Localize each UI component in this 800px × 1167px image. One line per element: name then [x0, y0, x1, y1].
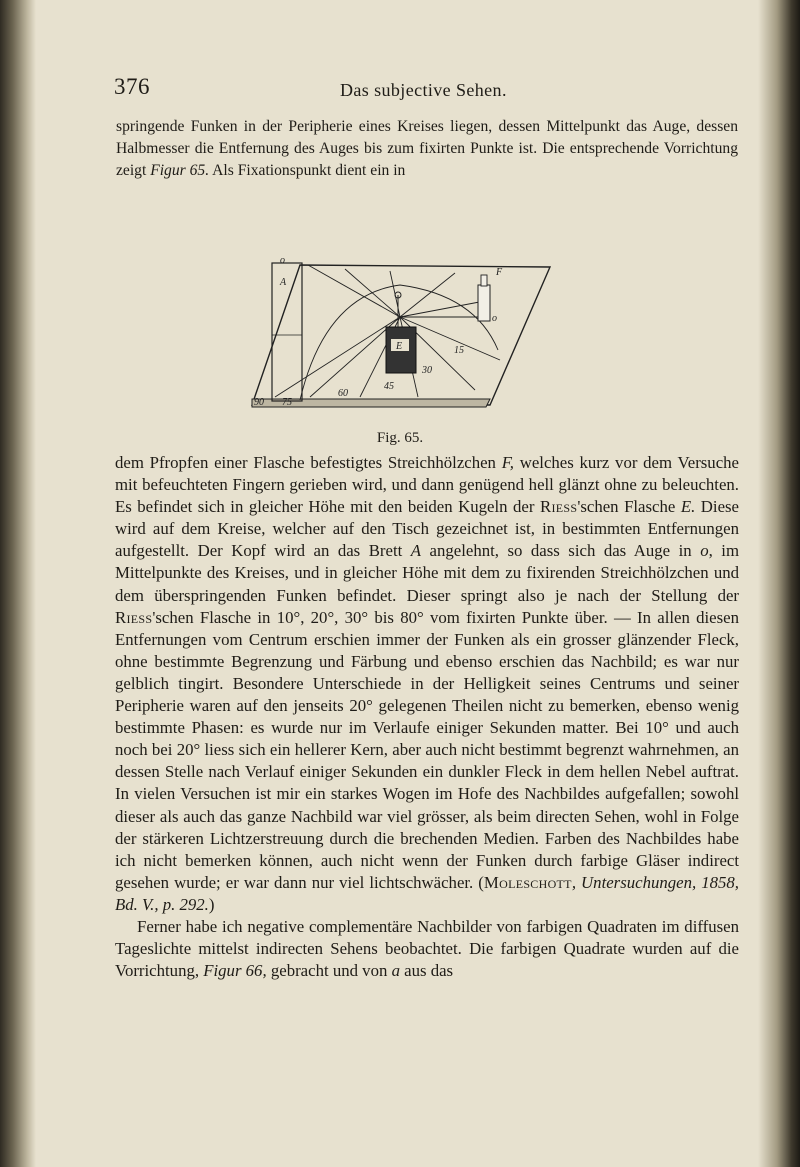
text-run: aus das — [399, 961, 454, 981]
label-90: 90 — [254, 397, 264, 408]
label-45: 45 — [384, 381, 394, 392]
left-binding-shadow — [0, 0, 36, 1167]
text-run: 'schen Flasche in 10°, 20°, 30° bis 80° vom fixirten Punkte über. — In allen diesen Entfernungen vom Centrum erschien immer der Funken als ein grosser glänzender Fleck, ohne bestimmte Begrenzung und Färbung und ebenso erschien das Nachbild; es war nur gelblich tingirt. Besondere Unterschiede in der Helligkeit seines Centrums und seiner Peripherie waren auf den jenseits 20° gelegenen Theilen nicht zu bemerken, ebenso wenig bestimmte Phasen: es wurde nur im Verlaufe einiger Sekunden matter. Bei 10° und auch noch bei 20° liess sich ein hellerer Kern, aber auch nicht bestimmt begrenzt wahrnehmen, an dessen Stelle nach Verlauf einiger Sekunden ein dunkler Fleck in dem hellen Nebel auftrat. In vielen Versuchen ist mir ein starkes Wogen im Hofe des Nachbildes aufgefallen; sowohl dieser als auch das ganze Nachbild war viel grösser, als beim directen Sehen, wohl in Folge der stärkeren Lichtzerstreuung durch die brechenden Medien. Farben des Nachbildes habe ich nicht bemerken können, auch nicht wenn der Funken durch farbige Gläser indirect gesehen wurde; er war dann nur viel lichtschwächer. ( — [115, 607, 739, 892]
intro-text-2: Als Fixationspunkt dient ein in — [209, 162, 406, 179]
page-number: 376 — [114, 74, 150, 99]
label-o-right: o — [492, 313, 497, 324]
running-head — [114, 74, 734, 110]
intro-text-1: springende Funken in der Peripherie eines Kreises liegen, dessen Mittelpunkt das Auge, dessen Halbmesser die Entfernung des Auges bis zum fixirten Punkte ist. Die entsprechende Vorrichtung zeigt — [116, 118, 738, 179]
bottle-neck — [481, 275, 487, 286]
text-run: , im Mittelpunkte des Kreises, und in gleicher Höhe mit dem zu fixirenden Streichhölzchen und dem überspringenden Funken befindet. Dieser springt also je nach der Stellung der — [115, 541, 740, 605]
label-75: 75 — [282, 397, 292, 408]
paragraph-1 — [115, 452, 739, 916]
text-run: ) — [208, 894, 215, 914]
label-o-top: o — [280, 255, 285, 266]
running-title: Das subjective Sehen. — [340, 80, 507, 100]
figure-caption: Fig. 65. — [376, 430, 424, 446]
author-riess: Riess — [115, 607, 153, 627]
symbol-a-small: a — [391, 961, 400, 981]
paragraph-2 — [115, 916, 739, 982]
label-f: F — [496, 267, 503, 278]
intro-paragraph — [116, 116, 738, 182]
symbol-a: A — [410, 541, 422, 561]
figure-65 — [250, 255, 560, 421]
text-run: welches kurz vor dem Versuche mit befeuchteten Fingern gerieben wird, und dann genügend hell glänzt ohne zu beleuchten. Es befindet sich in gleicher Höhe mit den beiden Kugeln der — [115, 453, 739, 517]
text-run: 'schen Flasche — [577, 497, 681, 517]
right-binding-shadow — [758, 0, 800, 1167]
figure-65-drawing — [250, 255, 560, 421]
symbol-e: E. — [680, 497, 696, 517]
author-moleschott: Moleschott — [483, 872, 572, 892]
label-60: 60 — [338, 388, 348, 399]
citation: , Untersuchungen, 1858, Bd. V., p. 292. — [115, 872, 739, 914]
label-e: E — [396, 341, 403, 352]
label-a: A — [280, 277, 287, 288]
text-run: Diese wird auf dem Kreise, welcher auf den Tisch gezeichnet ist, in bestimmten Entfernungen aufgestellt. Der Kopf wird an das Brett — [115, 497, 740, 561]
text-run: angelehnt, so dass sich das Auge in — [421, 541, 701, 561]
figure-66-reference: Figur 66, — [203, 961, 267, 981]
bottle-with-match — [478, 285, 490, 321]
text-run: gebracht und von — [266, 961, 392, 981]
body-text — [115, 452, 739, 982]
symbol-f: F, — [501, 453, 514, 472]
text-run: Ferner habe ich negative complementäre Nachbilder von farbigen Quadraten im diffusen Tageslichte mittelst indirecten Sehens beobachtet. Die farbigen Quadrate wurden auf die Vorrichtung, — [115, 916, 739, 981]
symbol-o: o — [700, 541, 709, 561]
label-15: 15 — [454, 345, 464, 356]
text-run: dem Pfropfen einer Flasche befestigtes Streichhölzchen — [115, 453, 502, 472]
label-30: 30 — [422, 365, 432, 376]
figure-reference: Figur 65. — [150, 162, 210, 179]
author-riess: Riess — [539, 497, 578, 517]
